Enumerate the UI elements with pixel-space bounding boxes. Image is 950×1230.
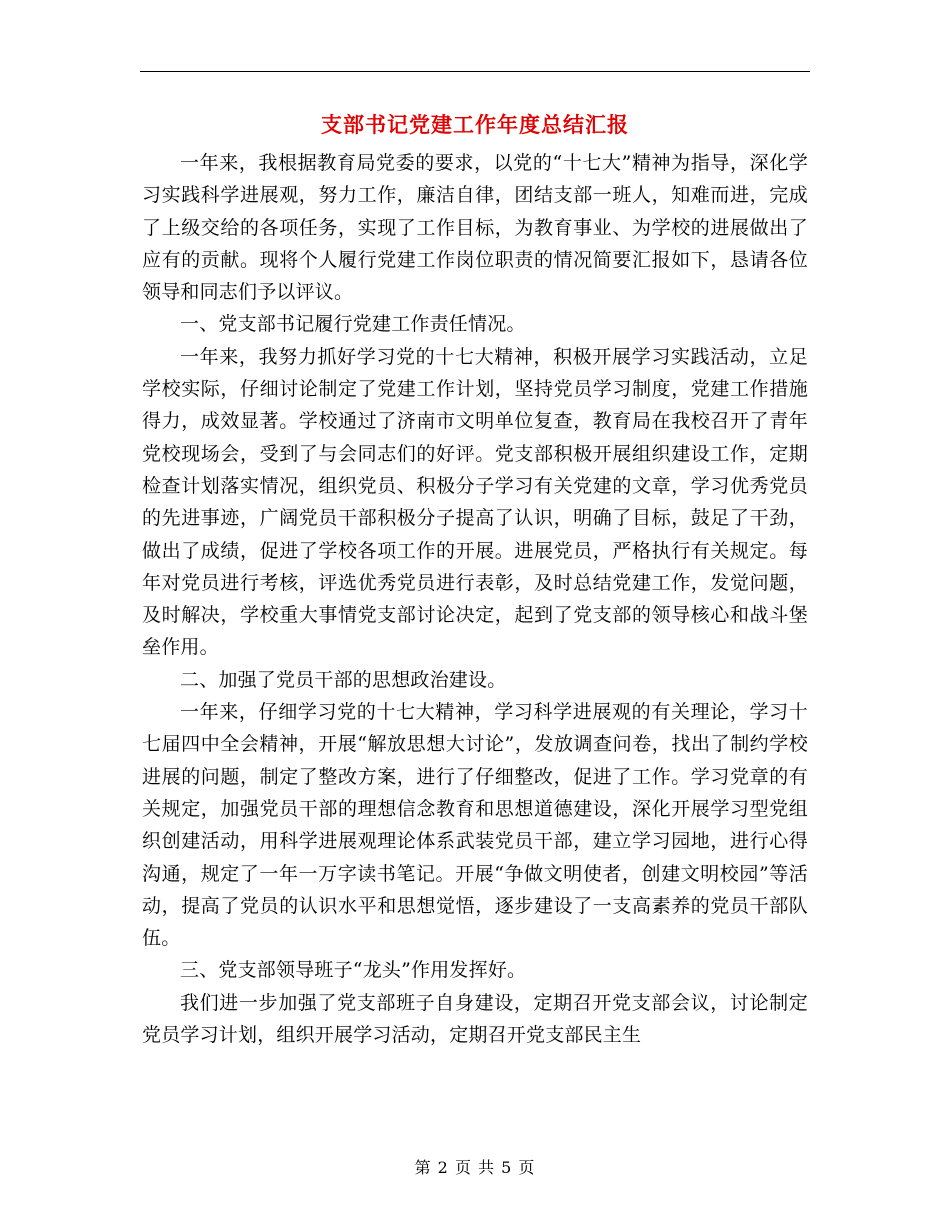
paragraph-section-3: 我们进一步加强了党支部班子自身建设，定期召开党支部会议，讨论制定党员学习计划，组织开展学习活动，定期召开党支部民主生 (142, 991, 808, 1047)
document-title: 支部书记党建工作年度总结汇报 (321, 112, 629, 137)
header-rule (140, 71, 810, 72)
section-heading-3: 三、党支部领导班子“龙头”作用发挥好。 (180, 959, 527, 982)
section-heading-2: 二、加强了党员干部的思想政治建设。 (180, 668, 507, 691)
paragraph-section-2: 一年来，仔细学习党的十七大精神，学习科学进展观的有关理论，学习十七届四中全会精神，开展“解放思想大讨论”，发放调查问卷，找出了制约学校进展的问题，制定了整改方案，进行了仔细整改，促进了工作。学习党章的有关规定，加强党员干部的理想信念教育和思想道德建设，深化开展学习型党组织创建活动，用科学进展观理论体系武装党员干部，建立学习园地，进行心得沟通，规定了一年一万字读书笔记。开展“争做文明使者，创建文明校园”等活动，提高了党员的认识水平和思想觉悟，逐步建设了一支高素养的党员干部队伍。 (142, 701, 808, 950)
paragraph-intro: 一年来，我根据教育局党委的要求，以党的“十七大”精神为指导，深化学习实践科学进展观，努力工作，廉洁自律，团结支部一班人，知难而进，完成了上级交给的各项任务，实现了工作目标，为教育事业、为学校的进展做出了应有的贡献。现将个人履行党建工作岗位职责的情况简要汇报如下，恳请各位领导和同志们予以评议。 (142, 152, 808, 304)
page-number-footer: 第 2 页 共 5 页 (414, 1158, 536, 1177)
paragraph-section-1: 一年来，我努力抓好学习党的十七大精神，积极开展学习实践活动，立足学校实际，仔细讨论制定了党建工作计划，坚持党员学习制度，党建工作措施得力，成效显著。学校通过了济南市文明单位复查，教育局在我校召开了青年党校现场会，受到了与会同志们的好评。党支部积极开展组织建设工作，定期检查计划落实情况，组织党员、积极分子学习有关党建的文章，学习优秀党员的先进事迹，广阔党员干部积极分子提高了认识，明确了目标，鼓足了干劲，做出了成绩，促进了学校各项工作的开展。进展党员，严格执行有关规定。每年对党员进行考核，评选优秀党员进行表彰，及时总结党建工作，发觉问题，及时解决，学校重大事情党支部讨论决定，起到了党支部的领导核心和战斗堡垒作用。 (142, 345, 808, 659)
section-heading-1: 一、党支部书记履行党建工作责任情况。 (180, 313, 526, 336)
document-body (142, 147, 808, 1051)
